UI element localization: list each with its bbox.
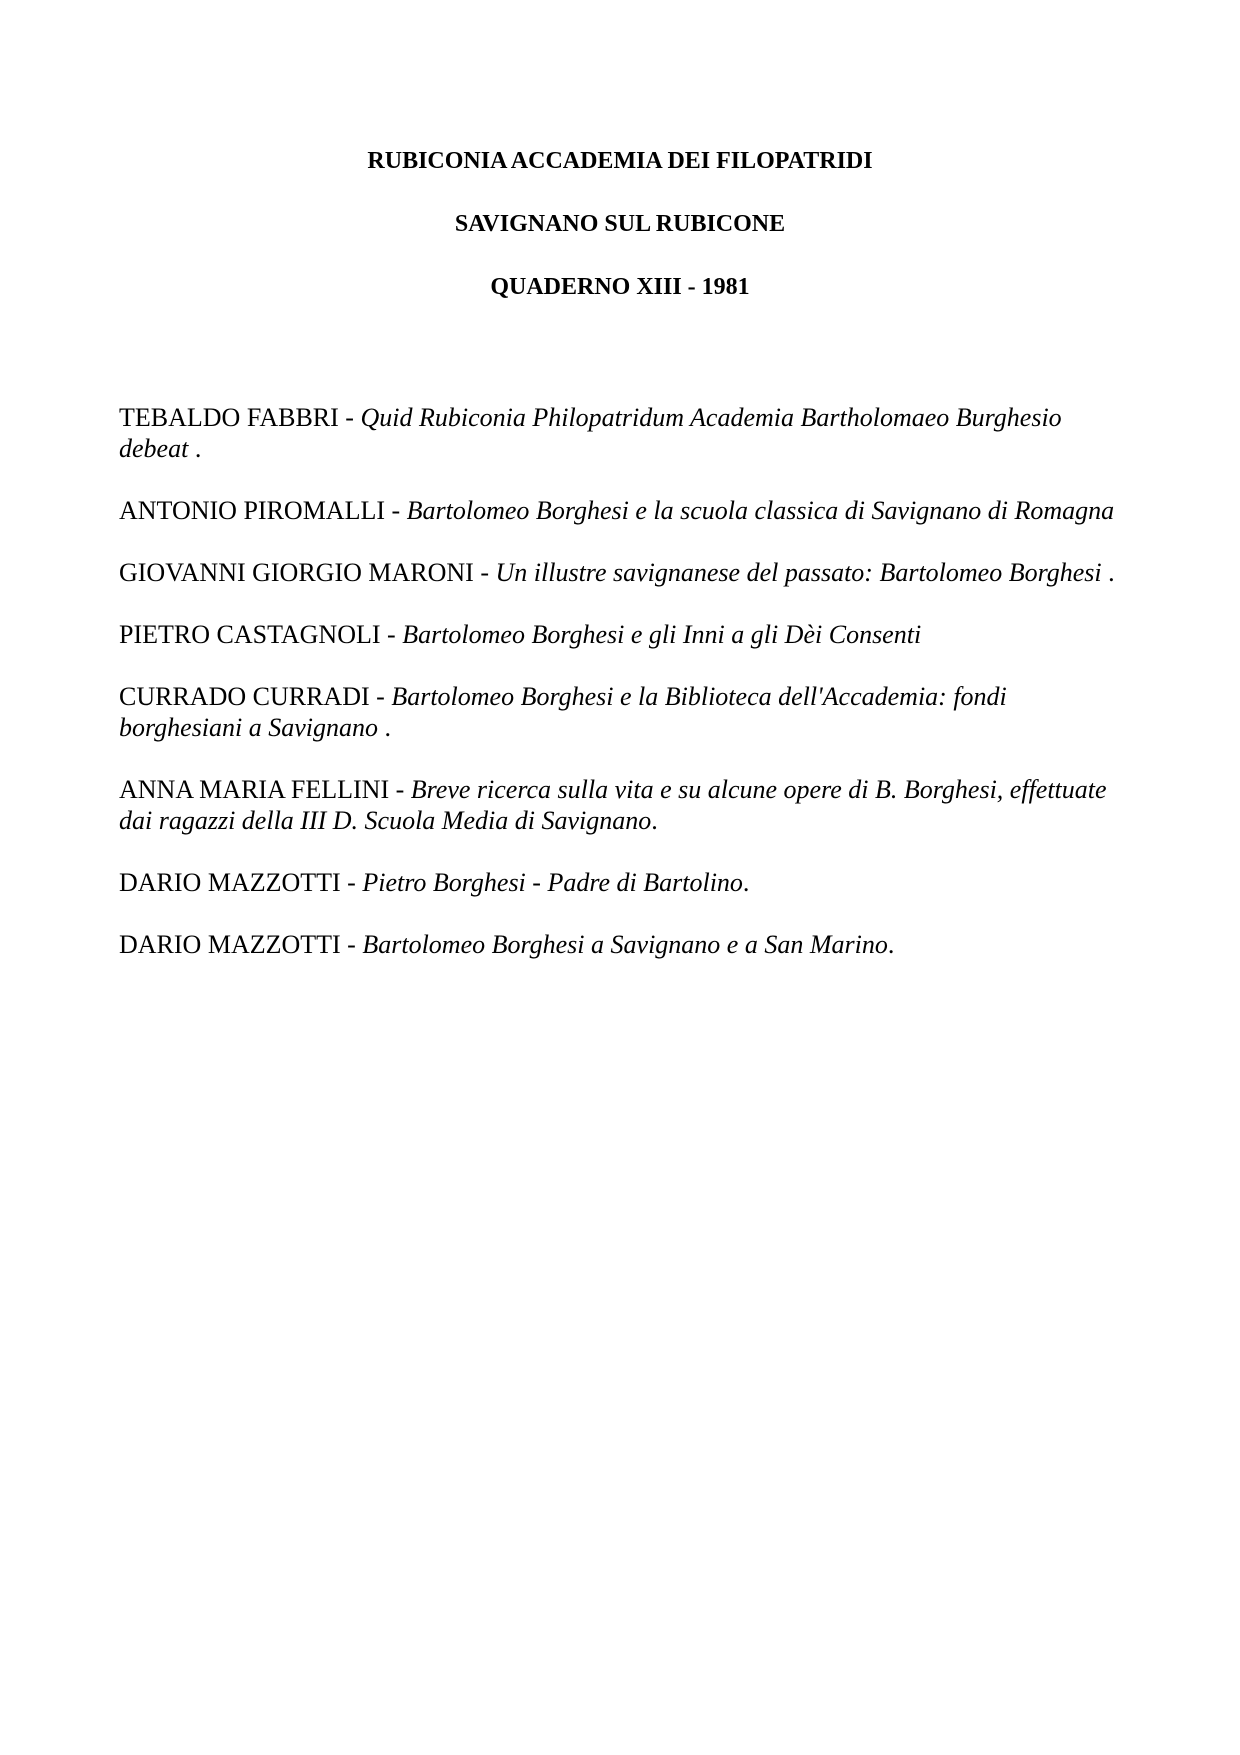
contents-entry-8 [119, 929, 1129, 960]
entry-author: DARIO MAZZOTTI - [119, 930, 363, 959]
entry-trail: . [378, 713, 392, 742]
entry-trail: . [188, 434, 202, 463]
entry-title: Un illustre savignanese del passato: Bartolomeo Borghesi [495, 558, 1102, 587]
academy-name: RUBICONIA ACCADEMIA DEI FILOPATRIDI [367, 148, 873, 174]
entry-author: DARIO MAZZOTTI - [119, 868, 363, 897]
volume-title: QUADERNO XIII - 1981 [490, 274, 750, 300]
contents-list [119, 402, 1129, 991]
entry-title: Quid Rubiconia Philopatridum Academia Bartholomaeo Burghesio debeat [119, 403, 1062, 463]
entry-author: ANTONIO PIROMALLI - [119, 496, 407, 525]
contents-entry-4 [119, 619, 1129, 650]
academy-location: SAVIGNANO SUL RUBICONE [454, 211, 786, 237]
entry-author: PIETRO CASTAGNOLI - [119, 620, 403, 649]
entry-author: GIOVANNI GIORGIO MARONI - [119, 558, 496, 587]
entry-title: Pietro Borghesi - Padre di Bartolino [362, 868, 743, 897]
entry-trail: . [887, 930, 895, 959]
entry-title: Bartolomeo Borghesi e la scuola classica di Savignano di Romagna [406, 496, 1115, 525]
entry-title: Breve ricerca sulla vita e su alcune opere di B. Borghesi, effettuate dai ragazzi della III D. Scuola Media di Savignano [119, 775, 1107, 835]
contents-entry-1 [119, 402, 1129, 464]
entry-title: Bartolomeo Borghesi a Savignano e a San Marino [362, 930, 888, 959]
contents-entry-3 [119, 557, 1129, 588]
contents-entry-5 [119, 681, 1129, 743]
entry-author: CURRADO CURRADI - [119, 682, 392, 711]
contents-entry-2 [119, 495, 1129, 526]
contents-entry-7 [119, 867, 1129, 898]
contents-entry-6 [119, 774, 1129, 836]
entry-trail: . [742, 868, 750, 897]
entry-author: TEBALDO FABBRI - [119, 403, 361, 432]
entry-trail: . [1101, 558, 1115, 587]
entry-author: ANNA MARIA FELLINI - [119, 775, 411, 804]
document-header [0, 147, 1240, 336]
entry-title: Bartolomeo Borghesi e gli Inni a gli Dèi Consenti [402, 620, 922, 649]
entry-trail: . [651, 806, 658, 835]
entry-title: Bartolomeo Borghesi e la Biblioteca dell'Accademia: fondi borghesiani a Savignano [119, 682, 1007, 742]
